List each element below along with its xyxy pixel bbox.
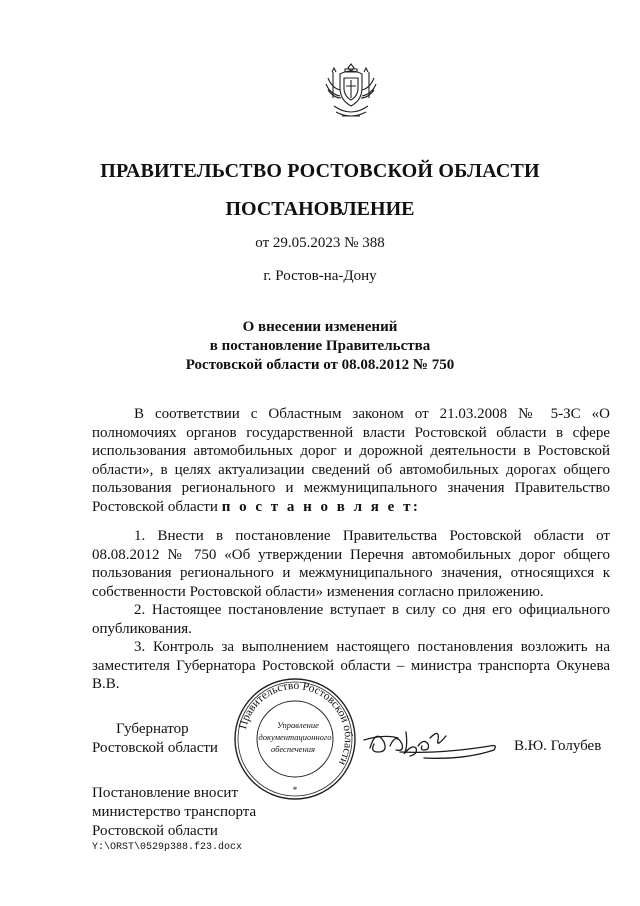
handwritten-signature bbox=[360, 718, 500, 764]
signatory-position-line: Ростовской области bbox=[92, 740, 218, 756]
signatory-position-line: Губернатор bbox=[116, 721, 189, 737]
date-number: от 29.05.2023 № 388 bbox=[255, 235, 385, 251]
stamp-center-line: обеспечения bbox=[270, 744, 316, 754]
government-title: ПРАВИТЕЛЬСТВО РОСТОВСКОЙ ОБЛАСТИ bbox=[100, 160, 540, 182]
decree-item: 2. Настоящее постановление вступает в силу со дня его официального опубликования. bbox=[92, 602, 610, 637]
signatory-name: В.Ю. Голубев bbox=[514, 738, 602, 754]
document-subject bbox=[0, 318, 640, 375]
coat-of-arms-emblem bbox=[318, 60, 384, 126]
decree-word: п о с т а н о в л я е т: bbox=[221, 498, 421, 515]
submitted-by-line: Ростовской области bbox=[92, 823, 218, 839]
preamble-text: В соответствии с Областным законом от 21.03.2008 № 5-ЗС «О полномочиях органов государственной власти Ростовской области в сфере использования автомобильных дорог и дорожной деятельности в Ростовской области», в целях актуализации сведений об автомобильных дорогах общего пользования регионального и межмуниципального значения Правительство Ростовской области bbox=[92, 406, 610, 515]
stamp-center-line: документационного bbox=[258, 732, 332, 742]
signatory-position bbox=[92, 720, 218, 758]
subject-line: Ростовской области от 08.08.2012 № 750 bbox=[185, 357, 455, 373]
submitted-by-line: Постановление вносит bbox=[92, 785, 239, 801]
city: г. Ростов-на-Дону bbox=[263, 268, 377, 284]
decree-items bbox=[92, 527, 610, 694]
preamble-paragraph bbox=[92, 405, 610, 516]
stamp-center-line: Управление bbox=[277, 720, 319, 730]
submitted-by-line: министерство транспорта bbox=[92, 804, 257, 820]
svg-text:*: * bbox=[292, 785, 298, 795]
subject-line: в постановление Правительства bbox=[209, 338, 431, 354]
file-path: Y:\ORST\0529p388.f23.docx bbox=[92, 842, 243, 853]
document-type-title: ПОСТАНОВЛЕНИЕ bbox=[225, 198, 415, 220]
decree-item: 3. Контроль за выполнением настоящего постановления возложить на заместителя Губернатора Ростовской области – министра транспорта Окунева В.В. bbox=[92, 639, 610, 692]
submitted-by bbox=[92, 784, 256, 841]
subject-line: О внесении изменений bbox=[242, 319, 398, 335]
decree-item: 1. Внести в постановление Правительства Ростовской области от 08.08.2012 № 750 «Об утверждении Перечня автомобильных дорог общего пользования регионального и межмуниципального значения, относящихся к собственности Ростовской области» изменения согласно приложению. bbox=[92, 528, 610, 600]
stamp-ring-text: Правительство Ростовской области bbox=[237, 679, 355, 768]
